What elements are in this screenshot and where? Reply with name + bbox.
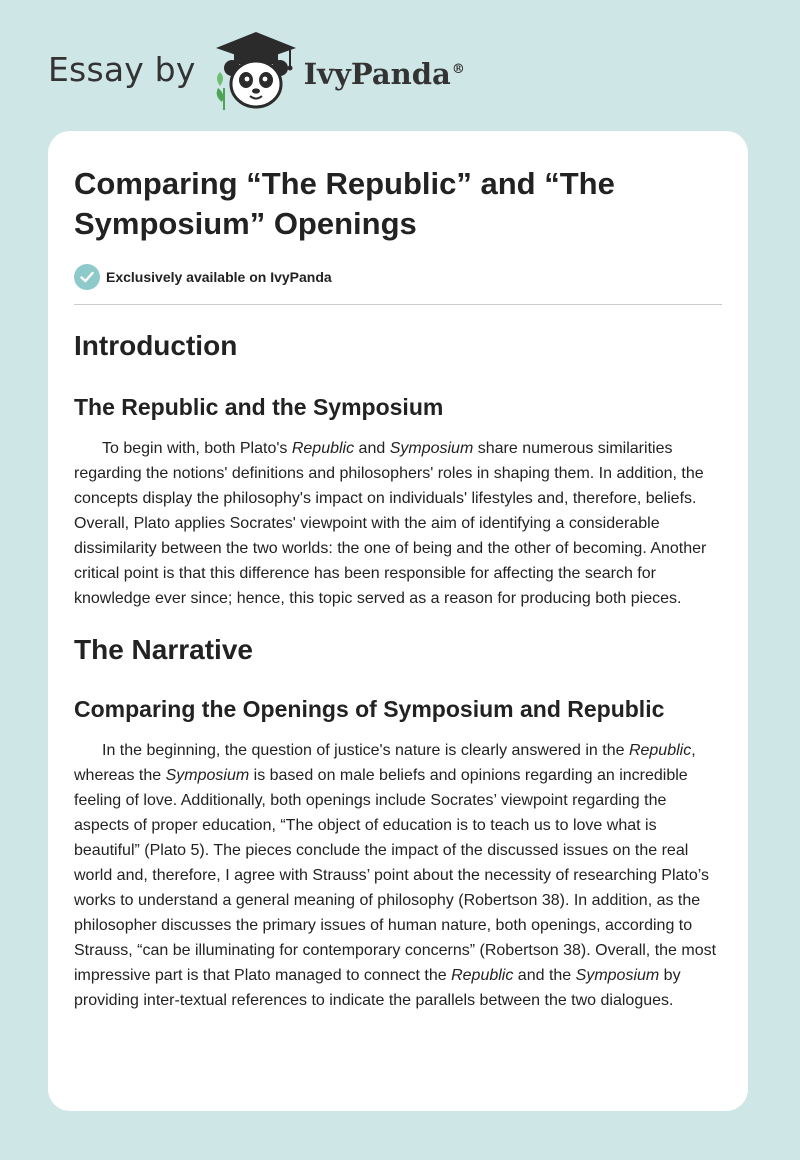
paragraph-narrative — [74, 738, 722, 1013]
subheading-comparing-openings: Comparing the Openings of Symposium and Republic — [74, 696, 665, 722]
text-run: by providing inter-textual references to indicate the parallels between the two dialogues. — [74, 967, 681, 1009]
badge-text: Exclusively available on IvyPanda — [106, 269, 332, 285]
check-circle-icon — [74, 264, 100, 290]
text-run: is based on male beliefs and opinions regarding an incredible feeling of love. Additionally, both openings include Socrates’ viewpoint regarding the aspects of proper education, “The object of education is to teach us to love what is beautiful” (Plato 5). The pieces conclude the impact of the discussed issues on the real world and, therefore, I agree with Strauss’ point about the necessity of researching Plato’s works to understand a general meaning of philosophy (Robertson 38). In addition, as the philosopher discusses the primary issues of human nature, both openings, according to Strauss, “can be illuminating for contemporary concerns” (Robertson 38). Overall, the most impressive part is that Plato managed to connect the — [74, 767, 717, 984]
text-run: To begin with, both Plato's — [102, 440, 292, 457]
panda-logo-icon[interactable] — [210, 28, 302, 114]
italic-title-run: Republic — [291, 440, 355, 457]
divider — [74, 304, 722, 305]
text-run: and the — [513, 967, 576, 984]
exclusive-badge — [74, 264, 722, 290]
text-run: In the beginning, the question of justice's nature is clearly answered in the — [102, 742, 629, 759]
section-heading-narrative: The Narrative — [74, 634, 253, 665]
brand-prefix: Essay by — [48, 49, 196, 89]
text-run: , whereas the — [74, 742, 696, 784]
italic-title-run: Symposium — [389, 440, 474, 457]
registered-mark: ® — [451, 62, 465, 78]
paragraph-introduction — [74, 436, 722, 611]
brand-header — [48, 28, 465, 114]
text-run: and — [354, 440, 390, 457]
italic-title-run: Republic — [628, 742, 692, 759]
subheading-republic-symposium: The Republic and the Symposium — [74, 394, 444, 420]
brand-name[interactable]: IvyPanda® — [303, 57, 465, 91]
text-run: share numerous similarities regarding the notions' definitions and philosophers' roles in shaping them. In addition, the concepts display the philosophy's impact on individuals' lifestyles and, therefore, beliefs. Overall, Plato applies Socrates' viewpoint with the aim of identifying a considerable dissimilarity between the two worlds: the one of being and the other of becoming. Another critical point is that this difference has been responsible for affecting the search for knowledge ever since; hence, this topic served as a reason for producing both pieces. — [74, 440, 707, 607]
italic-title-run: Symposium — [165, 767, 250, 784]
page-title: Comparing “The Republic” and “The Symposium” Openings — [74, 166, 615, 241]
essay-card — [48, 131, 748, 1111]
italic-title-run: Republic — [451, 967, 514, 984]
italic-title-run: Symposium — [575, 967, 660, 984]
section-heading-introduction: Introduction — [74, 330, 238, 361]
